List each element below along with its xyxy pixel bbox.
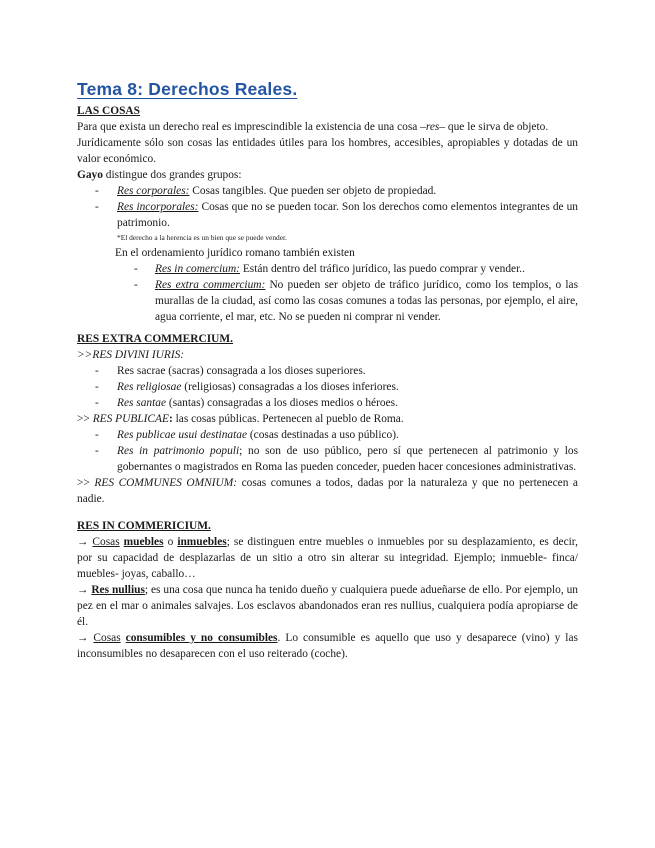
text: las cosas públicas. Pertenecen al pueblo de Roma. — [172, 413, 404, 425]
dash-bullet: - — [134, 263, 138, 275]
term: muebles — [123, 536, 164, 548]
section-heading-res-extra-commercium: RES EXTRA COMMERCIUM. — [77, 333, 233, 345]
list-item-res-sacrae — [77, 363, 578, 379]
text: Están dentro del tráfico jurídico, las puedo comprar y vender.. — [239, 263, 525, 275]
text: (religiosas) consagradas a los dioses inferiores. — [181, 381, 399, 393]
text: : — [168, 413, 173, 425]
dash-bullet: - — [95, 365, 99, 377]
text-res: res — [425, 121, 440, 133]
term: Res corporales: — [117, 185, 190, 197]
subheading-res-divini-iuris: >>RES DIVINI IURIS: — [77, 349, 185, 361]
text: (cosas destinadas a uso público). — [247, 429, 399, 441]
dash-bullet: - — [95, 201, 99, 213]
term: Res in patrimonio populi — [117, 445, 240, 457]
paragraph-juridicamente: Jurídicamente sólo son cosas las entidades útiles para los hombres, accesibles, apropiables y dotadas de un valor económico. — [77, 137, 578, 165]
arrow-icon: → — [77, 584, 89, 596]
term: Res publicae usui destinatae — [117, 429, 248, 441]
term: Cosas — [92, 536, 120, 548]
text: cosas comunes a todos, dadas por la naturaleza y que no pertenecen a nadie. — [77, 477, 578, 505]
footnote-herencia: *El derecho a la herencia es un bien que se puede vender. — [117, 233, 287, 242]
dash-bullet: - — [95, 429, 99, 441]
dash-bullet: - — [134, 279, 138, 291]
text: ; se distinguen entre muebles o inmuebles por su desplazamiento, es decir, por su capacidad de desplazarlas de un sitio a otro sin alterar su integridad. Ejemplo; inmueble- finca/ muebles- joyas, caballo… — [77, 536, 578, 580]
term: Cosas — [93, 632, 121, 644]
text: distingue dos grandes grupos: — [102, 169, 242, 181]
list-item-res-santae — [77, 395, 578, 411]
text: Cosas tangibles. Que pueden ser objeto de propiedad. — [189, 185, 437, 197]
dash-bullet: - — [95, 445, 99, 457]
term: RES COMMUNES OMNIUM: — [94, 477, 238, 489]
term: RES PUBLICAE — [92, 413, 169, 425]
paragraph-gayo — [77, 167, 578, 183]
page-title: Tema 8: Derechos Reales. — [77, 79, 298, 99]
list-item-res-in-patrimonio — [77, 443, 578, 475]
dash-bullet: - — [95, 185, 99, 197]
text: ; es una cosa que nunca ha tenido dueño y cualquiera puede adueñarse de ello. Por ejemplo, un pez en el mar o animales salvajes. Los esclavos abandonados eran res nullius, cualquiera podía apropiarse de él. — [77, 584, 578, 628]
paragraph-res-communes — [77, 475, 578, 507]
text: Res sacrae (sacras) consagrada a los dioses superiores. — [117, 365, 366, 377]
arrow-icon: → — [77, 632, 89, 644]
list-item-res-religiosae — [77, 379, 578, 395]
dash-bullet: - — [95, 381, 99, 393]
arrow-icon: → — [77, 536, 89, 548]
dash-bullet: - — [95, 397, 99, 409]
term: inmuebles — [177, 536, 227, 548]
subheading-res-publicae — [77, 411, 578, 427]
text: ; no son de uso público, pero sí que pertenecen al patrimonio y los gobernantes o magistrados en Roma las pueden conceder, pueden hacer concesiones administrativas. — [117, 445, 578, 473]
section-heading-res-in-commericium: RES IN COMMERICIUM. — [77, 520, 211, 532]
text: Para que exista un derecho real es imprescindible la existencia de una cosa – — [77, 121, 426, 133]
term: Res incorporales: — [117, 201, 199, 213]
term: Res santae — [117, 397, 167, 409]
text: (santas) consagradas a los dioses medios o héroes. — [166, 397, 398, 409]
text: Cosas que no se pueden tocar. Son los derechos como elementos integrantes de un patrimonio. — [117, 201, 578, 229]
list-item-res-extra-commercium — [77, 277, 578, 325]
document-body — [77, 78, 578, 662]
paragraph-definicion — [77, 119, 578, 135]
text-gayo: Gayo — [77, 169, 103, 181]
list-item-res-corporales — [77, 183, 578, 199]
paragraph-consumibles — [77, 630, 578, 662]
paragraph-ordenamiento: En el ordenamiento jurídico romano también existen — [115, 247, 355, 259]
text: o — [163, 536, 178, 548]
paragraph-muebles-inmuebles — [77, 534, 578, 582]
list-item-res-publicae-usui — [77, 427, 578, 443]
text: – que le sirva de objeto. — [439, 121, 549, 133]
list-item-res-incorporales — [77, 199, 578, 231]
text: >> — [77, 477, 95, 489]
text: No pueden ser objeto de tráfico jurídico, como los templos, o las murallas de la ciudad, así como las cosas comunes a todas las personas, por ejemplo, el aire, agua corriente, el mar, etc. No se pueden ni comprar ni vender. — [155, 279, 578, 323]
list-item-res-in-comercium — [77, 261, 578, 277]
term: consumibles y no consumibles — [125, 632, 278, 644]
term: Res religiosae — [117, 381, 182, 393]
section-heading-las-cosas: LAS COSAS — [77, 105, 140, 117]
term: Res nullius — [91, 584, 145, 596]
text: >> — [77, 413, 93, 425]
term: Res in comercium: — [155, 263, 240, 275]
paragraph-res-nullius — [77, 582, 578, 630]
term: Res extra commercium: — [155, 279, 266, 291]
text: . Lo consumible es aquello que uso y desaparece (vino) y las inconsumibles no desaparecen con el uso reiterado (coche). — [77, 632, 578, 660]
